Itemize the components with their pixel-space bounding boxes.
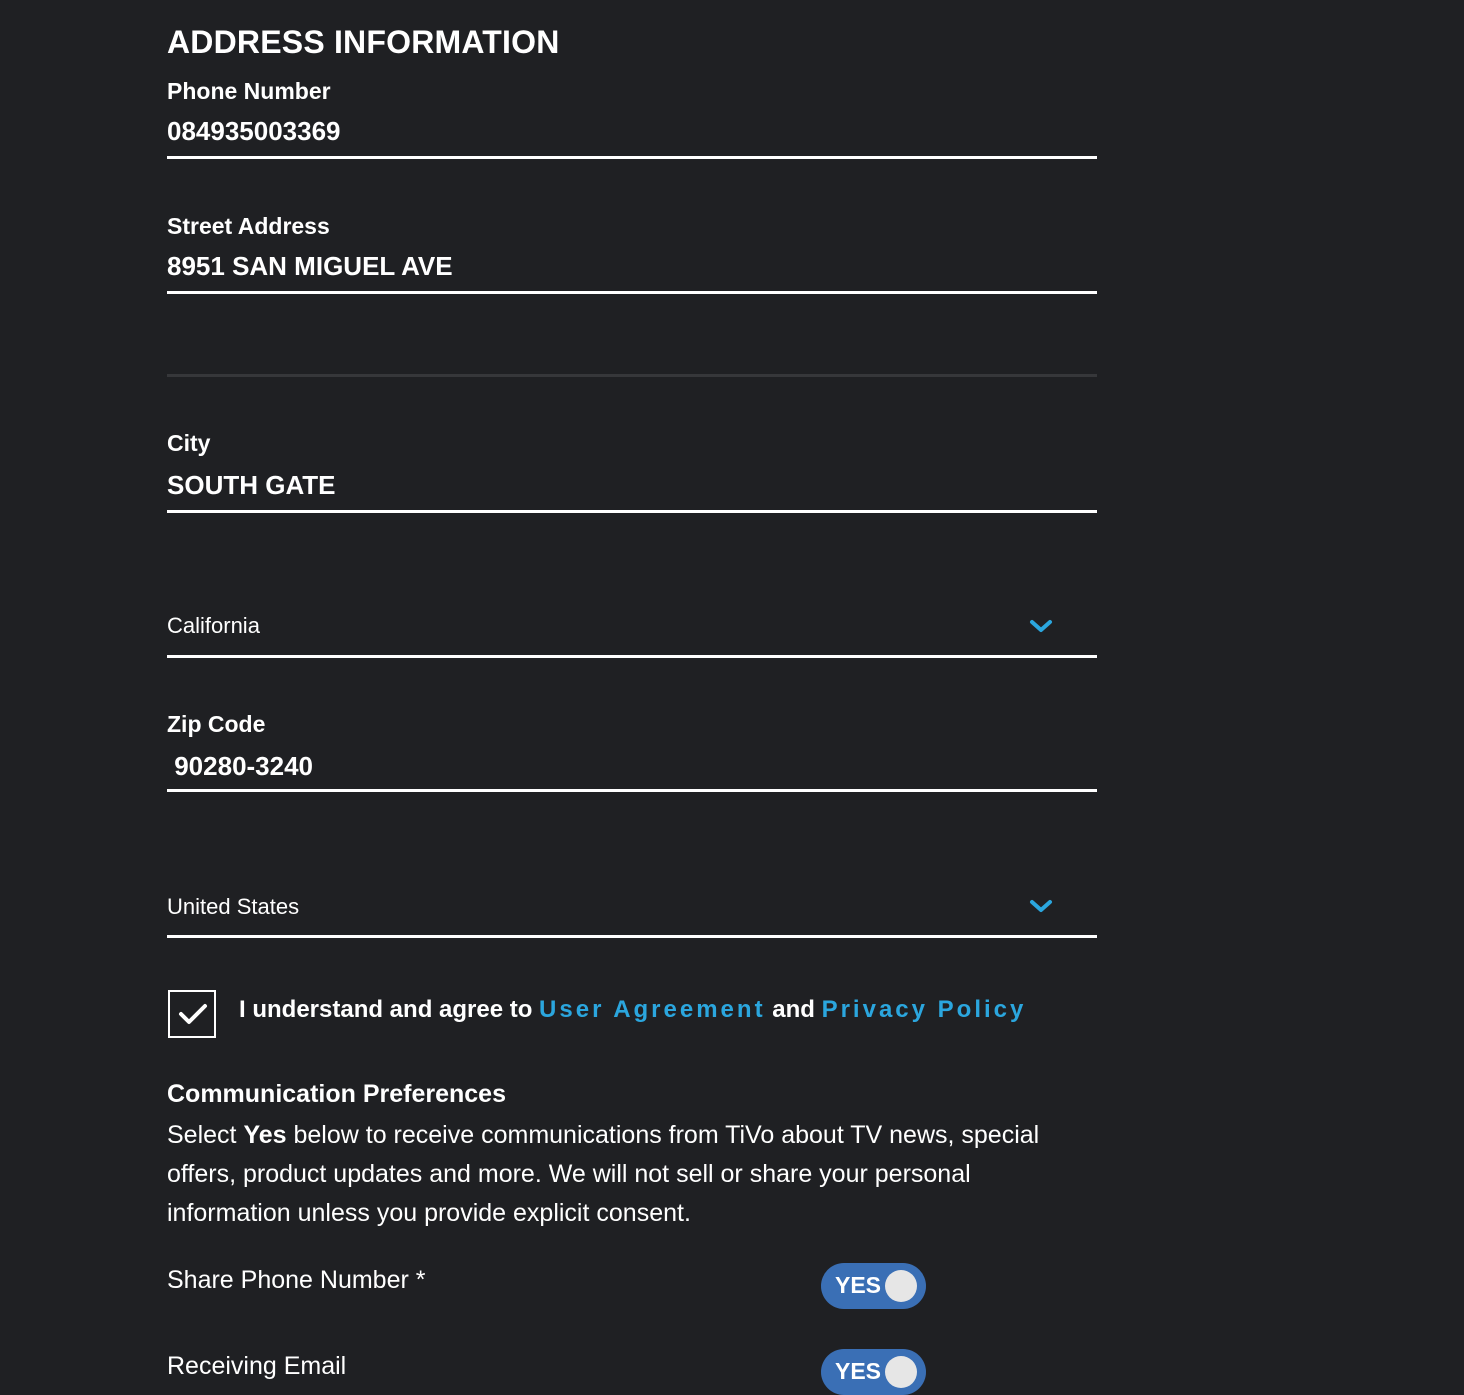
toggle-state-text: YES [835, 1358, 882, 1384]
communication-description [167, 1116, 1067, 1233]
state-selected-value: California [167, 613, 260, 638]
street2-field [167, 320, 1097, 378]
phone-label: Phone Number [167, 78, 331, 104]
communication-title: Communication Preferences [167, 1080, 506, 1108]
zip-field [167, 711, 1097, 795]
city-input[interactable] [167, 470, 1067, 501]
country-selected-value: United States [167, 894, 300, 919]
street2-input[interactable] [167, 330, 1067, 361]
receiving-email-label: Receiving Email [167, 1352, 347, 1380]
street-underline [167, 291, 1097, 294]
checkmark-icon [178, 1002, 208, 1026]
street-field [167, 213, 1097, 295]
agreement-and: and [765, 996, 822, 1023]
city-field [167, 430, 1097, 514]
share-phone-label: Share Phone Number * [167, 1266, 426, 1294]
city-label: City [167, 430, 211, 456]
toggle-knob [885, 1270, 917, 1302]
communication-desc-before: Select [167, 1121, 244, 1149]
privacy-policy-link[interactable]: Privacy Policy [821, 996, 1027, 1023]
country-select[interactable] [167, 880, 1097, 940]
zip-input[interactable] [167, 751, 1067, 782]
toggle-state-text: YES [835, 1272, 882, 1298]
toggle-knob [885, 1356, 917, 1388]
street-label: Street Address [167, 213, 330, 239]
street-input[interactable] [167, 251, 1067, 282]
zip-underline [167, 789, 1097, 792]
zip-label: Zip Code [167, 711, 266, 737]
street2-underline [167, 374, 1097, 377]
state-underline [167, 655, 1097, 658]
country-underline [167, 935, 1097, 938]
receiving-email-toggle[interactable] [821, 1349, 926, 1395]
user-agreement-link[interactable]: User Agreement [539, 996, 766, 1023]
phone-input[interactable] [167, 116, 1067, 147]
phone-field [167, 78, 1097, 160]
communication-desc-bold: Yes [243, 1121, 287, 1149]
state-select[interactable] [167, 600, 1097, 660]
communication-desc-after: below to receive communications from TiVo about TV news, special offers, product updates and more. We will not sell or share your personal information unless you provide explicit consent. [167, 1121, 1040, 1227]
share-phone-toggle[interactable] [821, 1263, 926, 1309]
agreement-checkbox[interactable] [168, 990, 216, 1038]
city-underline [167, 510, 1097, 513]
section-title: ADDRESS INFORMATION [167, 24, 560, 60]
agreement-prefix: I understand and agree to [239, 996, 540, 1023]
chevron-down-icon[interactable] [1029, 618, 1053, 634]
agreement-text [239, 996, 1026, 1024]
phone-underline [167, 156, 1097, 159]
chevron-down-icon[interactable] [1029, 898, 1053, 914]
